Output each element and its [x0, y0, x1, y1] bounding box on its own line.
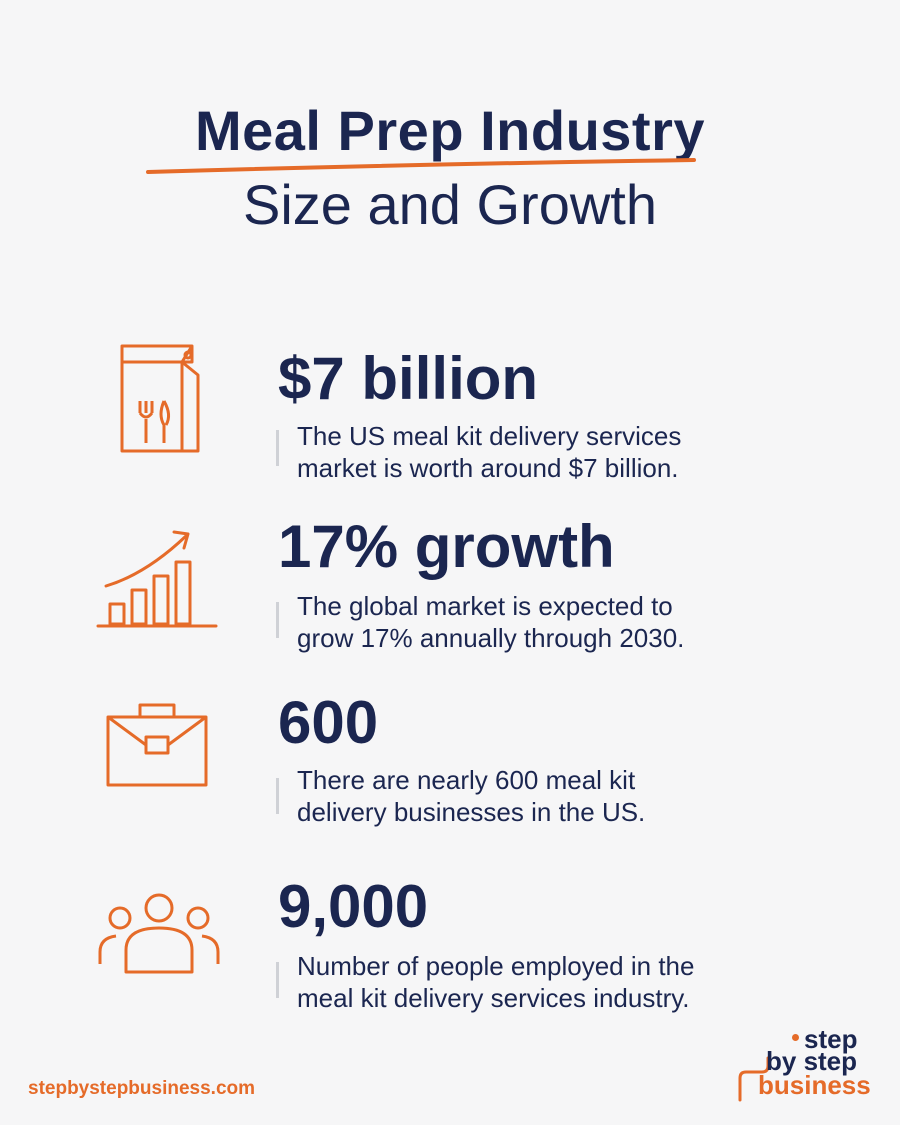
divider-bar [276, 778, 279, 814]
logo-line-1: step [804, 1024, 858, 1054]
stat-value: $7 billion [278, 345, 539, 412]
page-title: Meal Prep Industry [194, 99, 706, 162]
stat-description: Number of people employed in the meal kit delivery services industry. [297, 951, 695, 1013]
growth-chart-icon [96, 520, 220, 630]
title-underline [146, 152, 696, 176]
page-subtitle: Size and Growth [243, 173, 657, 236]
stat-description: The global market is expected to grow 17% annually through 2030. [297, 591, 685, 653]
meal-bag-icon [118, 343, 202, 455]
logo-line-3: business [758, 1070, 871, 1100]
stat-growth [0, 512, 900, 672]
stat-description: There are nearly 600 meal kit delivery businesses in the US. [297, 765, 646, 827]
stat-value: 600 [278, 689, 379, 756]
divider-bar [276, 962, 279, 998]
logo-line-2: by step [766, 1046, 858, 1076]
stat-employment [0, 872, 900, 1032]
people-group-icon [96, 892, 222, 976]
brand-logo [736, 1024, 876, 1100]
stat-value: 9,000 [278, 873, 429, 940]
stat-businesses [0, 688, 900, 848]
stat-value: 17% growth [278, 513, 615, 580]
stat-market-size [0, 340, 900, 500]
stat-description: The US meal kit delivery services market is worth around $7 billion. [297, 421, 682, 483]
logo-dot [792, 1034, 799, 1041]
divider-bar [276, 602, 279, 638]
divider-bar [276, 430, 279, 466]
briefcase-icon [106, 701, 208, 787]
website-link[interactable]: stepbystepbusiness.com [28, 1078, 256, 1099]
